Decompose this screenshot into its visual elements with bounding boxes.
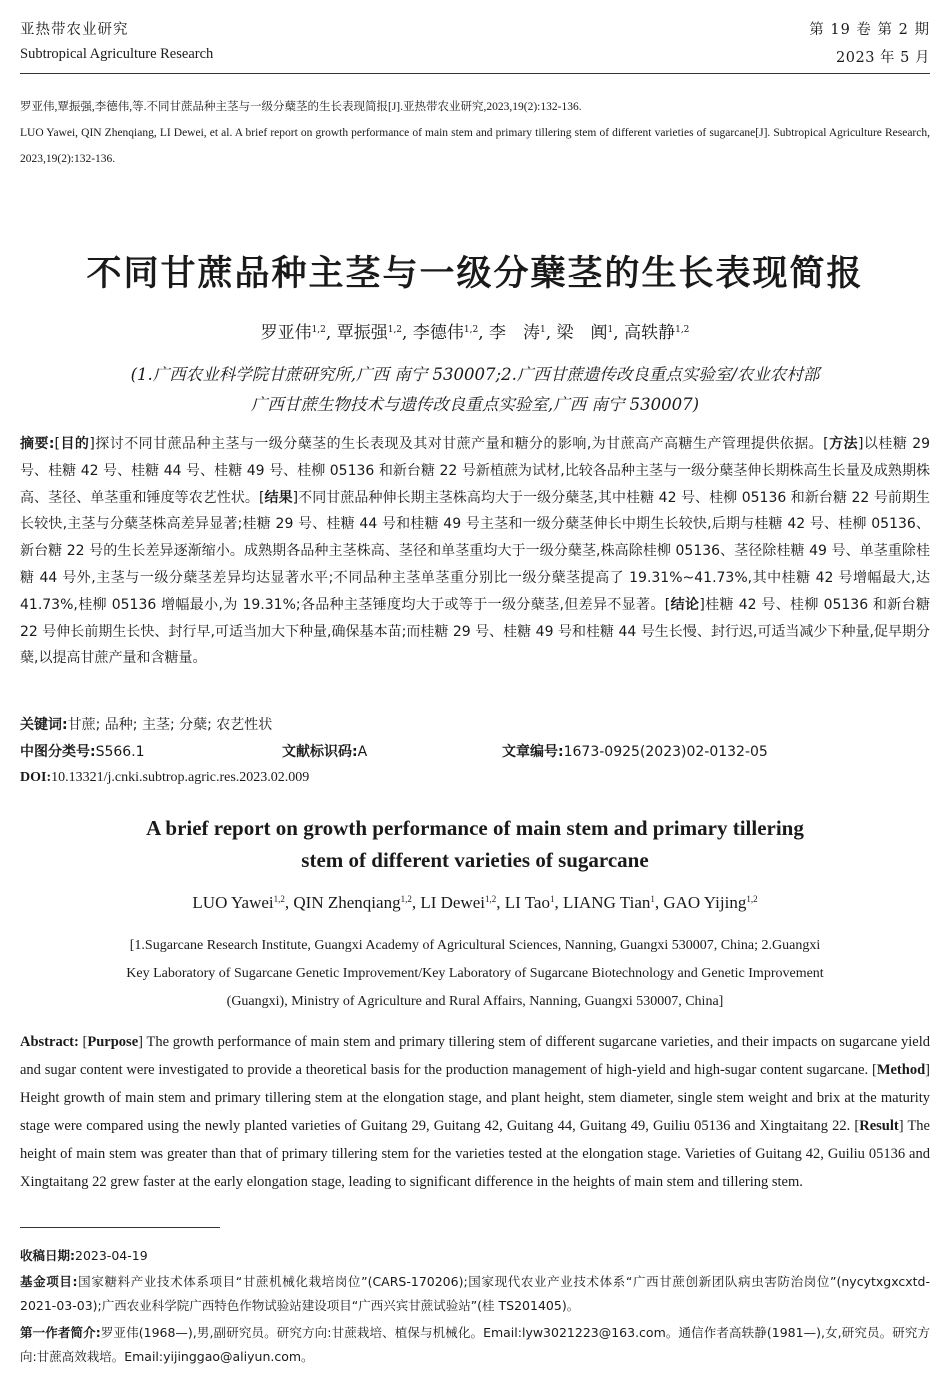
volume-issue: 第 19 卷 第 2 期 — [809, 22, 930, 38]
author-cn: 梁 阗$^1$ — [556, 323, 614, 343]
conclusion-label: 结论 — [670, 596, 700, 613]
purpose-label-en: Purpose — [87, 1034, 139, 1050]
affiliation-en-line: [1.Sugarcane Research Institute, Guangxi Academy of Agricultural Sciences, Nanning, Guangxi 530007, China; 2.Guangxi — [129, 938, 821, 953]
fund-info: 基金项目:国家糖料产业技术体系项目“甘蔗机械化栽培岗位”(CARS-170206);国家现代农业产业技术体系“广西甘蔗创新团队病虫害防治岗位”(nycytxgxcxtd-2021-03-03);广西农业科学院广西特色作物试验站建设项目“广西兴宾甘蔗试验站”(桂 TS201405)。 — [20, 1274, 931, 1313]
method-label-en: Method — [876, 1062, 926, 1078]
header-rule — [20, 73, 930, 74]
author-cn: 覃振强$^{1,2}$ — [336, 323, 403, 343]
author-en: LI Dewei$^{1,2}$ — [420, 893, 497, 912]
clc-code: 中图分类号:S566.1 — [20, 744, 145, 760]
author-cn: 李德伟$^{1,2}$ — [412, 323, 479, 343]
doi-value: 10.13321/j.cnki.subtrop.agric.res.2023.02.009 — [51, 770, 310, 785]
title-en-line: A brief report on growth performance of main stem and primary tillering — [146, 816, 804, 840]
affiliation-en-line: (Guangxi), Ministry of Agriculture and Rural Affairs, Nanning, Guangxi 530007, China] — [226, 994, 724, 1009]
article-number: 文章编号:1673-0925(2023)02-0132-05 — [502, 744, 768, 760]
authors-en: LUO Yawei$^{1,2}$, QIN Zhenqiang$^{1,2}$, LI Dewei$^{1,2}$, LI Tao$^1$, LIANG Tian$^1$, GAO Yijing$^{1,2}$ — [192, 893, 758, 912]
result-label-en: Result — [859, 1118, 899, 1134]
abstract-en-label: Abstract: — [20, 1034, 79, 1050]
author-en: LUO Yawei$^{1,2}$ — [192, 893, 285, 912]
result-text: 不同甘蔗品种伸长期主茎株高均大于一级分蘖茎,其中桂糖 42 号、桂柳 05136 和新台糖 22 号前期生长较快,主茎与分蘖茎株高差异显著;桂糖 29 号、桂糖 44 号和桂糖 49 号主茎和一级分蘖茎伸长中期生长较快,后期与桂糖 42 号、桂柳 05136、新台糖 22 号的生长差异逐渐缩小。成熟期各品种主茎株高、茎径和单茎重均大于一级分蘖茎,株高除桂柳 05136、茎径除桂糖 49 号、单茎重除桂糖 44 号外,主茎与一级分蘖茎差异均达显著水平;不同品种主茎单茎重分别比一级分蘖茎提高了 19.31%~41.73%,其中桂糖 42 号增幅最大,达 41.73%,桂柳 05136 增幅最小,为 19.31%;各品种主茎锤度均大于或等于一级分蘖茎,但差异不显著。 — [20, 489, 931, 613]
author-en: GAO Yijing$^{1,2}$ — [663, 893, 758, 912]
affiliation-cn-line: 广西甘蔗生物技术与遗传改良重点实验室,广西 南宁 530007) — [250, 395, 700, 414]
doi — [20, 770, 309, 786]
author-cn: 罗亚伟$^{1,2}$ — [260, 323, 326, 343]
doi-label: DOI: — [20, 770, 52, 785]
abstract-cn: 摘要:[目的]探讨不同甘蔗品种主茎与一级分蘖茎的生长表现及其对甘蔗产量和糖分的影响,为甘蔗高产高糖生产管理提供依据。[方法]以桂糖 29 号、桂糖 42 号、桂糖 44 号、桂糖 49 号、桂柳 05136 和新台糖 22 号新植蔗为试材,比较各品种主茎与一级分蘖茎伸长期株高生长量及成熟期株高、茎径、单茎重和锤度等农艺性状。[结果]不同甘蔗品种伸长期主茎株高均大于一级分蘖茎,其中桂糖 42 号、桂柳 05136 和新台糖 22 号前期生长较快,主茎与分蘖茎株高差异显著;桂糖 29 号、桂糖 44 号和桂糖 49 号主茎和一级分蘖茎伸长中期生长较快,后期与桂糖 42 号、桂柳 05136、新台糖 22 号的生长差异逐渐缩小。成熟期各品种主茎株高、茎径和单茎重均大于一级分蘖茎,株高除桂柳 05136、茎径除桂糖 49 号、单茎重除桂糖 44 号外,主茎与一级分蘖茎差异均达显著水平;不同品种主茎单茎重分别比一级分蘖茎提高了 19.31%~41.73%,其中桂糖 42 号增幅最大,达 41.73%,桂柳 05136 增幅最小,为 19.31%;各品种主茎锤度均大于或等于一级分蘖茎,但差异不显著。[结论]桂糖 42 号、桂柳 05136 和新台糖 22 号伸长前期生长快、封行早,可适当加大下种量,确保基本苗;而桂糖 29 号、桂糖 49 号和桂糖 44 号生长慢、封行迟,可适当减少下种量,促早期分蘖,以提高甘蔗产量和含糖量。 — [20, 436, 931, 667]
author-cn: 李 涛$^1$ — [489, 323, 546, 343]
journal-name-cn: 亚热带农业研究 — [20, 22, 129, 38]
affiliation-en — [40, 932, 910, 1016]
result-label: 结果 — [264, 489, 293, 506]
keywords-text: 甘蔗; 品种; 主茎; 分蘖; 农艺性状 — [67, 717, 273, 733]
affiliation-cn-line: (1.广西农业科学院甘蔗研究所,广西 南宁 530007;2.广西甘蔗遗传改良重点实验室/农业农村部 — [130, 365, 820, 384]
authors-cn: 罗亚伟$^{1,2}$, 覃振强$^{1,2}$, 李德伟$^{1,2}$, 李 涛$^1$, 梁 阗$^1$, 高轶静$^{1,2}$ — [260, 323, 690, 343]
affiliation-cn — [40, 360, 910, 420]
abstract-cn-label: 摘要: — [20, 436, 55, 452]
author-cn: 高轶静$^{1,2}$ — [624, 323, 690, 343]
title-en-line: stem of different varieties of sugarcane — [301, 848, 649, 872]
received-date: 收稿日期:2023-04-19 — [20, 1248, 148, 1263]
citation-en: LUO Yawei, QIN Zhenqiang, LI Dewei, et al. A brief report on growth performance of main stem and primary tillering stem of different varieties of sugarcane[J]. Subtropical Agriculture Research, 2023,19(2):132-136. — [20, 127, 930, 165]
citation-cn: 罗亚伟,覃振强,李德伟,等.不同甘蔗品种主茎与一级分蘖茎的生长表现简报[J].亚热带农业研究,2023,19(2):132-136. — [20, 101, 582, 113]
method-text-en: Height growth of main stem and primary tillering stem at the elongation stage, and plant height, stem diameter, single stem weight and brix at the maturity stage were compared using the newly planted varieties of Guitang 29, Guitang 42, Guitang 44, Guitang 49, Guiliu 05136 and Xingtaitang 22. — [20, 1090, 930, 1134]
author-en: QIN Zhenqiang$^{1,2}$ — [293, 893, 412, 912]
result-text-en: The height of main stem was greater than that of primary tillering stem for the varieties tested at the elongation stage. Varieties of Guitang 42, Guiliu 05136 and Xingtaitang 22 grew faster at the early elongation stage, leading to significant difference in the heights of main stem and tillering stem. — [20, 1118, 930, 1190]
abstract-en: Abstract: [Purpose] The growth performance of main stem and primary tillering stem of different sugarcane varieties, and their impacts on sugarcane yield and sugar content were investigated to provide a theoretical basis for the production management of high-yield and high-sugar content sugarcane. [Method] Height growth of main stem and primary tillering stem at the elongation stage, and plant height, stem diameter, single stem weight and brix at the maturity stage were compared using the newly planted varieties of Guitang 29, Guitang 42, Guitang 44, Guitang 49, Guiliu 05136 and Xingtaitang 22. [Result] The height of main stem was greater than that of primary tillering stem for the varieties tested at the elongation stage. Varieties of Guitang 42, Guiliu 05136 and Xingtaitang 22 grew faster at the early elongation stage, leading to significant difference in the heights of main stem and tillering stem. — [20, 1034, 930, 1190]
purpose-text: 探讨不同甘蔗品种主茎与一级分蘖茎的生长表现及其对甘蔗产量和糖分的影响,为甘蔗高产高糖生产管理提供依据。 — [94, 436, 824, 452]
doc-code: 文献标识码:A — [282, 744, 368, 760]
journal-name-en: Subtropical Agriculture Research — [20, 46, 214, 62]
issue-date: 2023 年 5 月 — [836, 50, 930, 66]
method-label: 方法 — [828, 436, 858, 452]
keywords-label: 关键词: — [20, 717, 68, 733]
title-cn: 不同甘蔗品种主茎与一级分蘖茎的生长表现简报 — [86, 253, 864, 294]
purpose-text-en: The growth performance of main stem and primary tillering stem of different sugarcane varieties, and their impacts on sugarcane yield and sugar content were investigated to provide a theoretical basis for the production management of high-yield and high-sugar content sugarcane. — [20, 1034, 930, 1078]
method-text: 以桂糖 29 号、桂糖 42 号、桂糖 44 号、桂糖 49 号、桂柳 05136 和新台糖 22 号新植蔗为试材,比较各品种主茎与一级分蘖茎伸长期株高生长量及成熟期株高、茎径、单茎重和锤度等农艺性状。 — [20, 436, 931, 506]
affiliation-en-line: Key Laboratory of Sugarcane Genetic Improvement/Key Laboratory of Sugarcane Biotechnology and Genetic Improvement — [126, 966, 824, 981]
purpose-label: 目的 — [59, 436, 90, 452]
keywords — [20, 714, 272, 734]
footnote-rule — [20, 1227, 220, 1228]
author-en: LIANG Tian$^1$ — [562, 893, 655, 912]
first-author-bio: 第一作者简介:罗亚伟(1968—),男,副研究员。研究方向:甘蔗栽培、植保与机械化。Email:lyw3021223@163.com。通信作者高轶静(1981—),女,研究员。研究方向:甘蔗高效栽培。Email:yijinggao@aliyun.com。 — [20, 1325, 931, 1364]
conclusion-text: 桂糖 42 号、桂柳 05136 和新台糖 22 号伸长前期生长快、封行早,可适当加大下种量,确保基本苗;而桂糖 29 号、桂糖 49 号和桂糖 44 号生长慢、封行迟,可适当减少下种量,促早期分蘖,以提高甘蔗产量和含糖量。 — [20, 596, 931, 667]
author-en: LI Tao$^1$ — [504, 893, 555, 912]
title-en — [60, 812, 890, 876]
